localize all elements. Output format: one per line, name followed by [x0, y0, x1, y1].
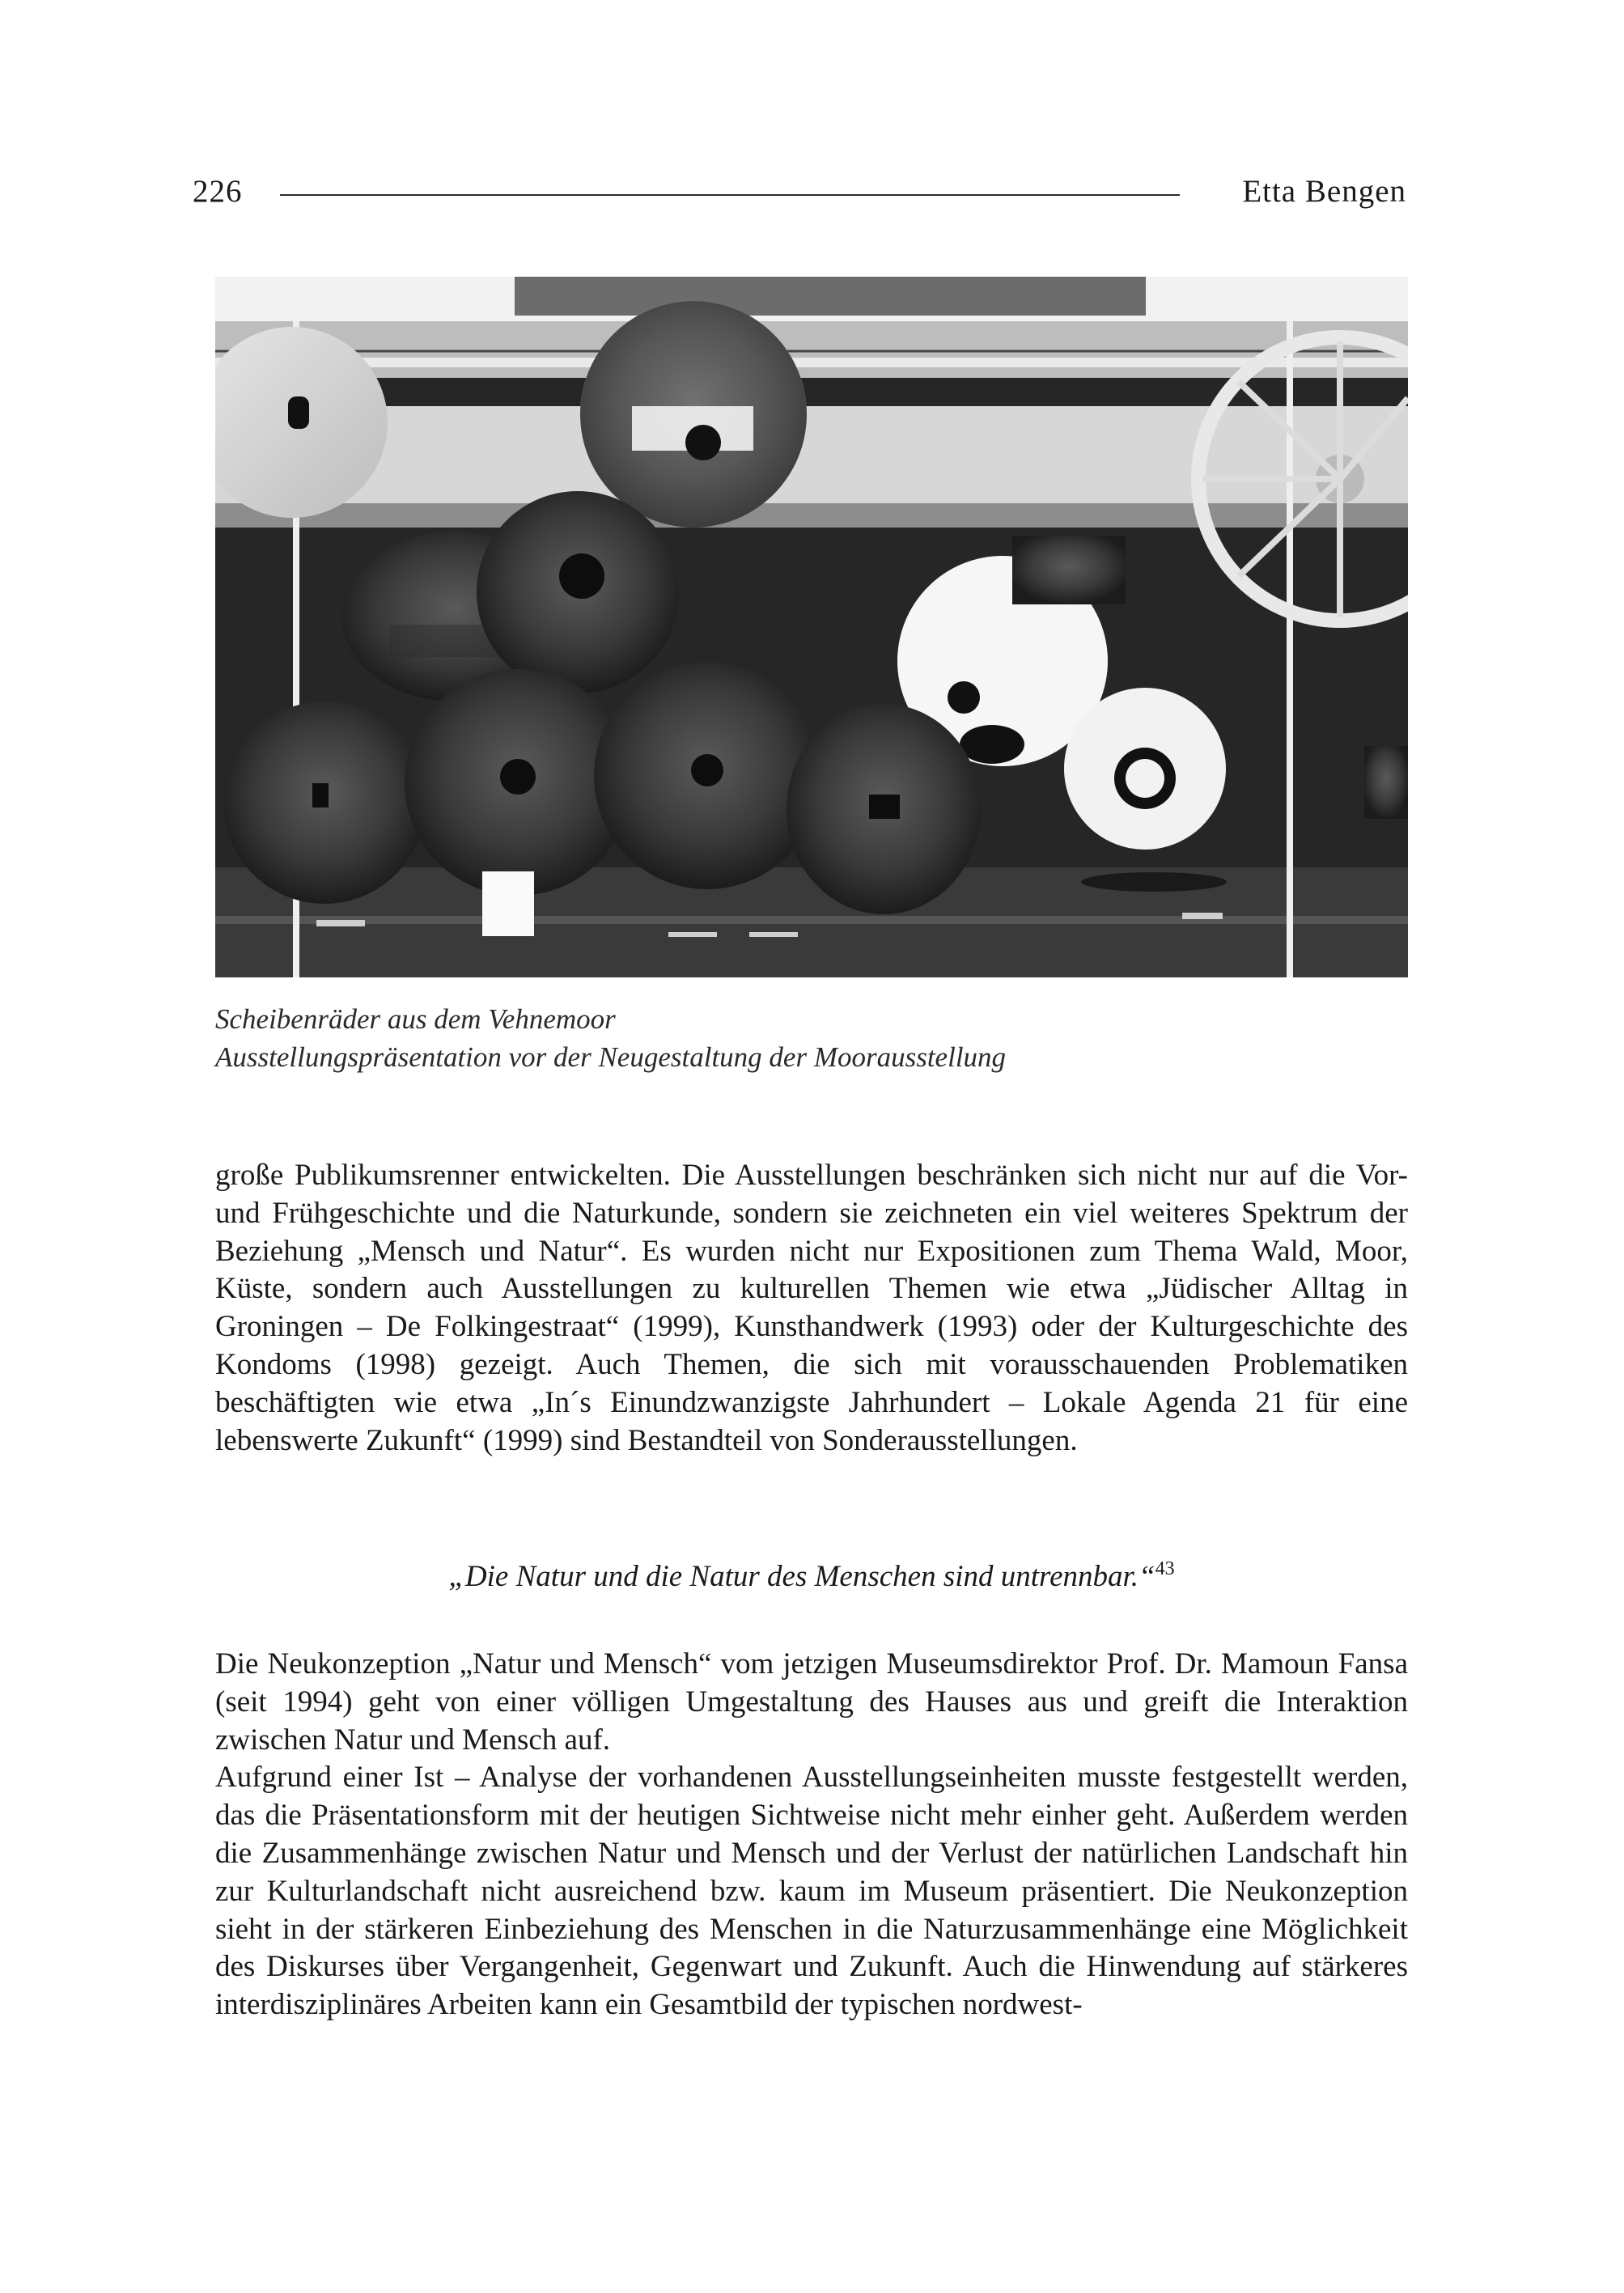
page-header: [193, 173, 1406, 222]
block-quote: [215, 1558, 1408, 1594]
caption-line-2: Ausstellungspräsentation vor der Neugestaltung der Moorausstellung: [215, 1041, 1007, 1073]
paragraph-1-text: große Publikumsrenner entwickelten. Die Ausstellungen beschränken sich nicht nur auf die Vor- und Frühgeschichte und die Naturkunde, sondern sie zeichneten ein viel weiteres Spektrum der Beziehung „Mensch und Natur“. Es wurden nicht nur Expositionen zum Thema Wald, Moor, Küste, sondern auch Ausstellungen zu kulturellen Themen wie etwa „Jüdischer Alltag in Groningen – De Folkingestraat“ (1999), Kunsthandwerk (1993) oder der Kulturgeschichte des Kondoms (1998) gezeigt. Auch Themen, die sich mit vorausschauenden Problematiken beschäftigten wie etwa „In´s Einundzwanzigste Jahrhundert – Lokale Agenda 21 für eine lebenswerte Zukunft“ (1999) sind Bestandteil von Sonderausstellungen.: [215, 1159, 1408, 1457]
museum-photo: [215, 277, 1408, 977]
body-paragraph-1: [215, 1157, 1408, 1460]
footnote-ref: 43: [1155, 1558, 1175, 1579]
photo-illustration: [215, 277, 1408, 977]
figure-caption: [215, 1000, 1006, 1076]
quote-text: „Die Natur und die Natur des Menschen sind untrennbar.“: [448, 1560, 1155, 1593]
running-head: Etta Bengen: [1242, 174, 1406, 209]
paragraph-3-text: Aufgrund einer Ist – Analyse der vorhandenen Ausstellungseinheiten musste festgestellt werden, das die Präsentationsform mit der heutigen Sichtweise nicht mehr einher geht. Außerdem werden die Zusammenhänge zwischen Natur und Mensch und der Verlust der natürlichen Landschaft hin zur Kulturlandschaft nicht ausreichend bzw. kaum im Museum präsentiert. Die Neukonzeption sieht in der stärkeren Einbeziehung des Menschen in die Naturzusammenhänge eine Möglichkeit des Diskurses über Vergangenheit, Gegenwart und Zukunft. Auch die Hinwendung auf stärkeres interdisziplinäres Arbeiten kann ein Gesamtbild der typischen nordwest-: [215, 1761, 1408, 2022]
paragraph-2-text: Die Neukonzeption „Natur und Mensch“ vom jetzigen Museumsdirektor Prof. Dr. Mamoun Fansa (seit 1994) geht von einer völligen Umgestaltung des Hauses aus und greift die Interaktion zwischen Natur und Mensch auf.: [215, 1647, 1408, 1757]
page-number: 226: [193, 174, 243, 209]
body-paragraphs: [215, 1646, 1408, 2024]
caption-line-1: Scheibenräder aus dem Vehnemoor: [215, 1003, 616, 1035]
header-rule: [280, 194, 1180, 196]
